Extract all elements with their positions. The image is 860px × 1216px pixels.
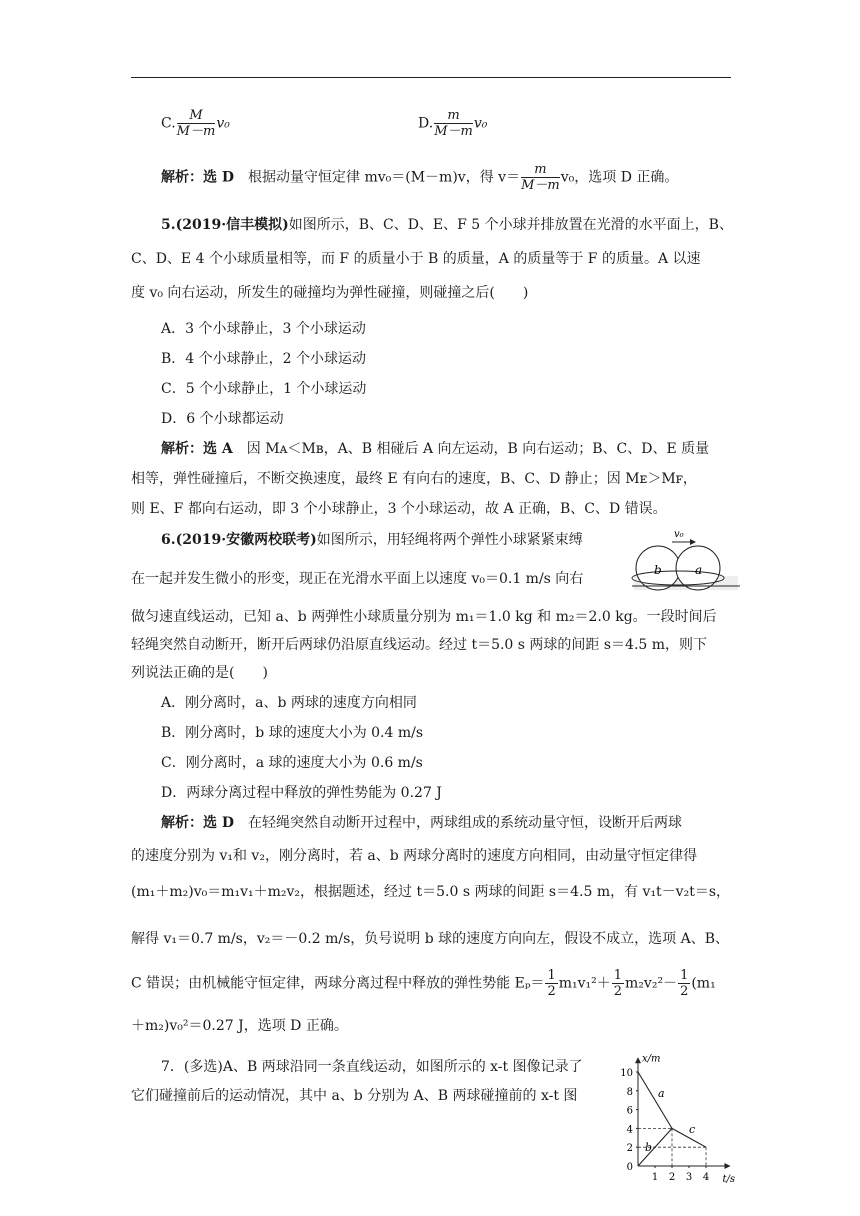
q6-option-d: D．两球分离过程中释放的弹性势能为 0.27 J: [161, 785, 442, 801]
option-c-denominator: M－m: [176, 124, 216, 139]
q7-number: 7．(多选): [161, 1059, 223, 1075]
option-c-label: C.: [161, 115, 176, 132]
q6-line-3: 做匀速直线运动，已知 a、b 两弹性小球质量分别为 m₁＝1.0 kg 和 m₂＝2.0 kg。一段时间后: [131, 609, 717, 625]
series-label-a: a: [658, 1087, 665, 1101]
y-axis-label: x/m: [642, 1053, 661, 1065]
q5-line-1: [161, 216, 733, 234]
q6-analysis-2: 的速度分别为 v₁和 v₂，刚分离时，若 a、b 两球分离时的速度方向相同，由动量守恒定律得: [131, 848, 698, 864]
velocity-arrowhead: [690, 539, 696, 545]
series-label-c: c: [689, 1122, 696, 1136]
option-d-v0: v₀: [473, 115, 488, 132]
q5-analysis-head: 解析：选 A: [161, 441, 233, 457]
q5-analysis-2: 相等，弹性碰撞后，不断交换速度，最终 E 有向右的速度，B、C、D 静止；因 Mᴇ＞Mꜰ，: [131, 471, 697, 487]
q6-analysis-text-5a: C 错误；由机械能守恒定律，两球分离过程中释放的弹性势能 Eₚ＝: [131, 975, 545, 992]
x-tick-label: 2: [668, 1172, 676, 1183]
chart-plot-layer: [620, 1053, 735, 1185]
q6-line-4: 轻绳突然自动断开，断开后两球仍沿原直线运动。经过 t＝5.0 s 两球的间距 s＝4.5 m，则下: [131, 637, 708, 653]
analysis-q4-tail: v₀，选项 D 正确。: [560, 169, 679, 186]
q7-line-2: 它们碰撞前后的运动情况，其中 a、b 分别为 A、B 两球碰撞前的 x-t 图: [131, 1088, 578, 1104]
q5-analysis-text-1: 因 Mᴀ＜Mʙ，A、B 相碰后 A 向左运动，B 向右运动；B、C、D、E 质量: [232, 441, 710, 457]
q7-line-1: [161, 1058, 583, 1076]
q5-option-d: D．6 个小球都运动: [161, 411, 284, 427]
y-tick-label: 0: [626, 1162, 633, 1173]
analysis-q4: [161, 162, 678, 193]
x-tick-label: 1: [651, 1172, 659, 1183]
half-fraction-num: 1: [613, 968, 623, 983]
q6-analysis-6: ＋m₂)v₀²＝0.27 J，选项 D 正确。: [131, 1018, 348, 1034]
q6-number: 6.(2019·安徽两校联考): [161, 532, 317, 548]
q6-option-a: A．刚分离时，a、b 两球的速度方向相同: [161, 695, 417, 711]
half-fraction-den: 2: [613, 984, 623, 999]
option-d: [418, 108, 487, 139]
y-tick-label: 4: [626, 1124, 633, 1136]
series-label-b: b: [645, 1141, 653, 1155]
option-d-denominator: M－m: [434, 124, 473, 139]
q6-analysis-text-5d: (m₁: [691, 975, 716, 992]
x-axis-arrow: [725, 1163, 731, 1169]
half-fraction-den: 2: [680, 984, 689, 999]
analysis-q4-head: 解析：选 D: [161, 169, 235, 186]
top-rule: [131, 77, 731, 78]
half-fraction-num: 1: [680, 968, 689, 983]
q5-number: 5.(2019·信丰模拟): [161, 217, 289, 233]
q6-analysis-head: 解析：选 D: [161, 815, 235, 831]
ball-a-label: a: [695, 563, 703, 577]
q6-line-2: 在一起并发生微小的形变，现正在光滑水平面上以速度 v₀＝0.1 m/s 向右: [131, 571, 584, 587]
q5-text-1: 如图所示，B、C、D、E、F 5 个小球并排放置在光滑的水平面上，B、: [288, 217, 733, 233]
option-c: [161, 108, 230, 139]
q6-analysis-5: [131, 968, 716, 999]
y-axis-arrow: [635, 1057, 641, 1063]
x-axis-label: t/s: [722, 1174, 736, 1185]
q6-text-1: 如图所示，用轻绳将两个弹性小球紧紧束缚: [316, 532, 583, 548]
series-line-a: [638, 1072, 672, 1128]
xt-chart: [612, 1030, 742, 1186]
q6-analysis-text-1: 在轻绳突然自动断开过程中，两球组成的系统动量守恒，设断开后两球: [234, 815, 683, 831]
y-tick-label: 10: [620, 1068, 633, 1079]
option-d-label: D.: [418, 115, 434, 132]
y-tick-label: 8: [626, 1086, 633, 1098]
analysis-q4-frac-den: M－m: [521, 178, 560, 193]
q5-line-3: 度 v₀ 向右运动，所发生的碰撞均为弹性碰撞，则碰撞之后( ): [131, 285, 529, 301]
q5-option-a: A．3 个小球静止，3 个小球运动: [161, 321, 366, 337]
y-tick-label: 6: [626, 1105, 633, 1117]
q5-line-2: C、D、E 4 个小球质量相等，而 F 的质量小于 B 的质量，A 的质量等于 F 的质量。A 以速: [131, 251, 701, 267]
q6-option-b: B．刚分离时，b 球的速度大小为 0.4 m/s: [161, 725, 424, 741]
x-tick-label: 3: [685, 1172, 693, 1183]
q6-option-c: C．刚分离时，a 球的速度大小为 0.6 m/s: [161, 755, 423, 771]
q6-line-1: [161, 531, 583, 549]
analysis-q4-text: 根据动量守恒定律 mv₀＝(M－m)v，得 v＝: [234, 169, 521, 186]
q6-analysis-text-5b: m₁v₁²＋: [558, 975, 611, 992]
q5-analysis-1: [161, 440, 709, 458]
option-c-v0: v₀: [216, 115, 230, 132]
half-fraction-num: 1: [547, 968, 556, 983]
y-tick-label: 2: [626, 1143, 633, 1155]
q5-option-b: B．4 个小球静止，2 个小球运动: [161, 351, 367, 367]
q5-option-c: C．5 个小球静止，1 个小球运动: [161, 381, 367, 397]
q7-text-1: A、B 两球沿同一条直线运动，如图所示的 x-t 图像记录了: [222, 1059, 583, 1075]
x-tick-label: 4: [702, 1172, 710, 1183]
velocity-label: v₀: [674, 529, 684, 540]
option-c-numerator: M: [177, 108, 216, 124]
q6-analysis-4: 解得 v₁＝0.7 m/s，v₂＝－0.2 m/s，负号说明 b 球的速度方向向左，假设不成立，选项 A、B、: [131, 931, 729, 947]
q5-analysis-3: 则 E、F 都向右运动，即 3 个小球静止，3 个小球运动，故 A 正确，B、C、D 错误。: [131, 501, 667, 517]
q6-analysis-1: [161, 814, 682, 832]
q6-line-5: 列说法正确的是( ): [131, 665, 268, 681]
ball-b-label: b: [654, 563, 662, 577]
bound-balls-figure: [628, 526, 740, 596]
q6-analysis-3: (m₁＋m₂)v₀＝m₁v₁＋m₂v₂，根据题述，经过 t＝5.0 s 两球的间距 s＝4.5 m，有 v₁t－v₂t＝s，: [131, 884, 731, 900]
half-fraction-den: 2: [547, 984, 556, 999]
q6-analysis-text-5c: m₂v₂²－: [625, 975, 678, 992]
analysis-q4-frac-num: m: [521, 162, 560, 178]
option-d-numerator: m: [434, 108, 473, 124]
